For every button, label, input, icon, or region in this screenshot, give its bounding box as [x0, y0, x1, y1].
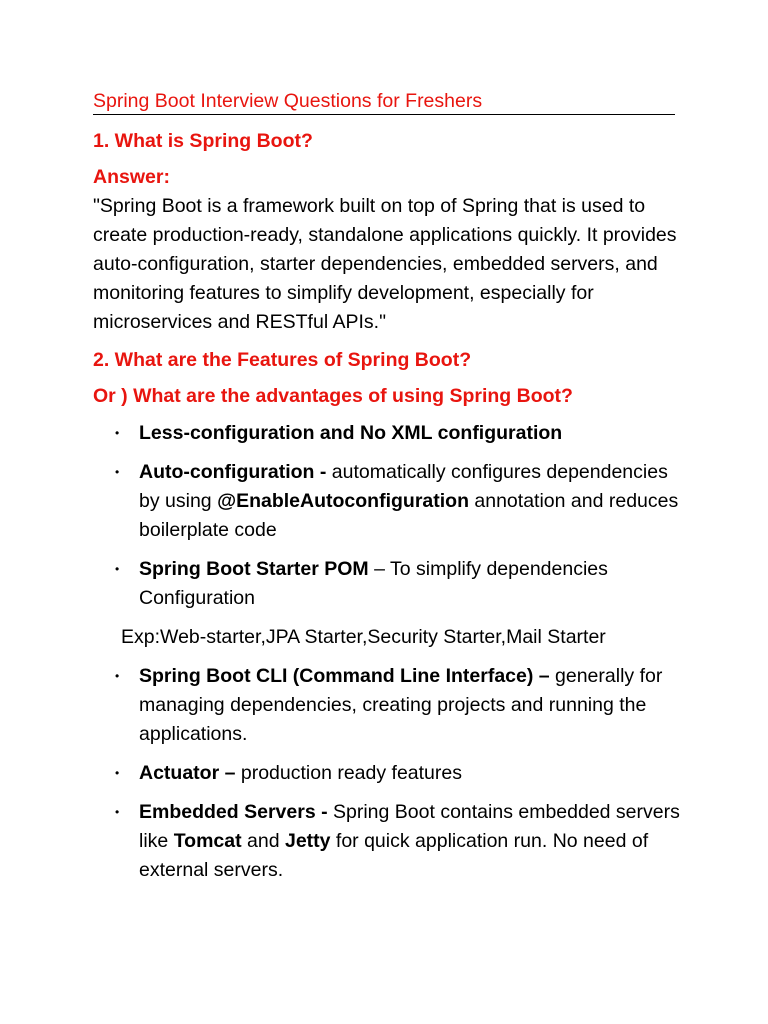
feature-text: generally for managing dependencies, creating projects and running the applications.: [139, 665, 663, 745]
question-2: 2. What are the Features of Spring Boot?: [93, 349, 472, 371]
feature-text-end: for quick application run. No need of external servers.: [139, 830, 649, 881]
bullet-icon: •: [115, 805, 120, 819]
document-title: Spring Boot Interview Questions for Freshers: [93, 88, 675, 115]
server-jetty: Jetty: [284, 830, 331, 852]
list-item: [93, 759, 683, 788]
bullet-icon: •: [115, 426, 120, 440]
feature-text: Spring Boot contains embedded servers like: [139, 801, 680, 852]
list-item: [93, 662, 683, 749]
feature-title: Spring Boot Starter POM: [139, 558, 369, 580]
list-item: [93, 798, 683, 885]
feature-title: Embedded Servers -: [139, 801, 328, 823]
answer-text: "Spring Boot is a framework built on top of Spring that is used to create production-ready, standalone applications quickly. It provides auto-configuration, starter dependencies, embedded servers, and monitoring features to simplify development, especially for microservices and RESTful APIs.": [93, 195, 677, 333]
features-list: [93, 419, 683, 613]
feature-title: Spring Boot CLI (Command Line Interface) –: [139, 665, 550, 687]
bullet-icon: •: [115, 465, 120, 479]
question-1: 1. What is Spring Boot?: [93, 130, 313, 152]
feature-text-cont: annotation and reduces boilerplate code: [139, 490, 679, 541]
list-item: [93, 555, 683, 613]
bullet-icon: •: [115, 766, 120, 780]
question-2-alt: Or ) What are the advantages of using Spring Boot?: [93, 385, 573, 407]
feature-title: Actuator –: [139, 762, 236, 784]
feature-title: Auto-configuration -: [139, 461, 327, 483]
document-content: [93, 88, 683, 895]
feature-text: – To simplify dependencies Configuration: [139, 558, 608, 609]
feature-text: production ready features: [235, 762, 462, 784]
starter-examples: Exp:Web-starter,JPA Starter,Security Starter,Mail Starter: [121, 626, 606, 648]
features-list-2: [93, 662, 683, 885]
feature-annotation: @EnableAutoconfiguration: [217, 490, 469, 512]
server-tomcat: Tomcat: [173, 830, 242, 852]
answer-label: Answer:: [93, 166, 170, 188]
bullet-icon: •: [115, 669, 120, 683]
list-item: [93, 458, 683, 545]
bullet-icon: •: [115, 562, 120, 576]
list-item: [93, 419, 683, 448]
feature-text: automatically configures dependencies by using: [139, 461, 668, 512]
feature-title: Less-configuration and No XML configuration: [139, 422, 563, 444]
feature-text-and: and: [241, 830, 285, 852]
